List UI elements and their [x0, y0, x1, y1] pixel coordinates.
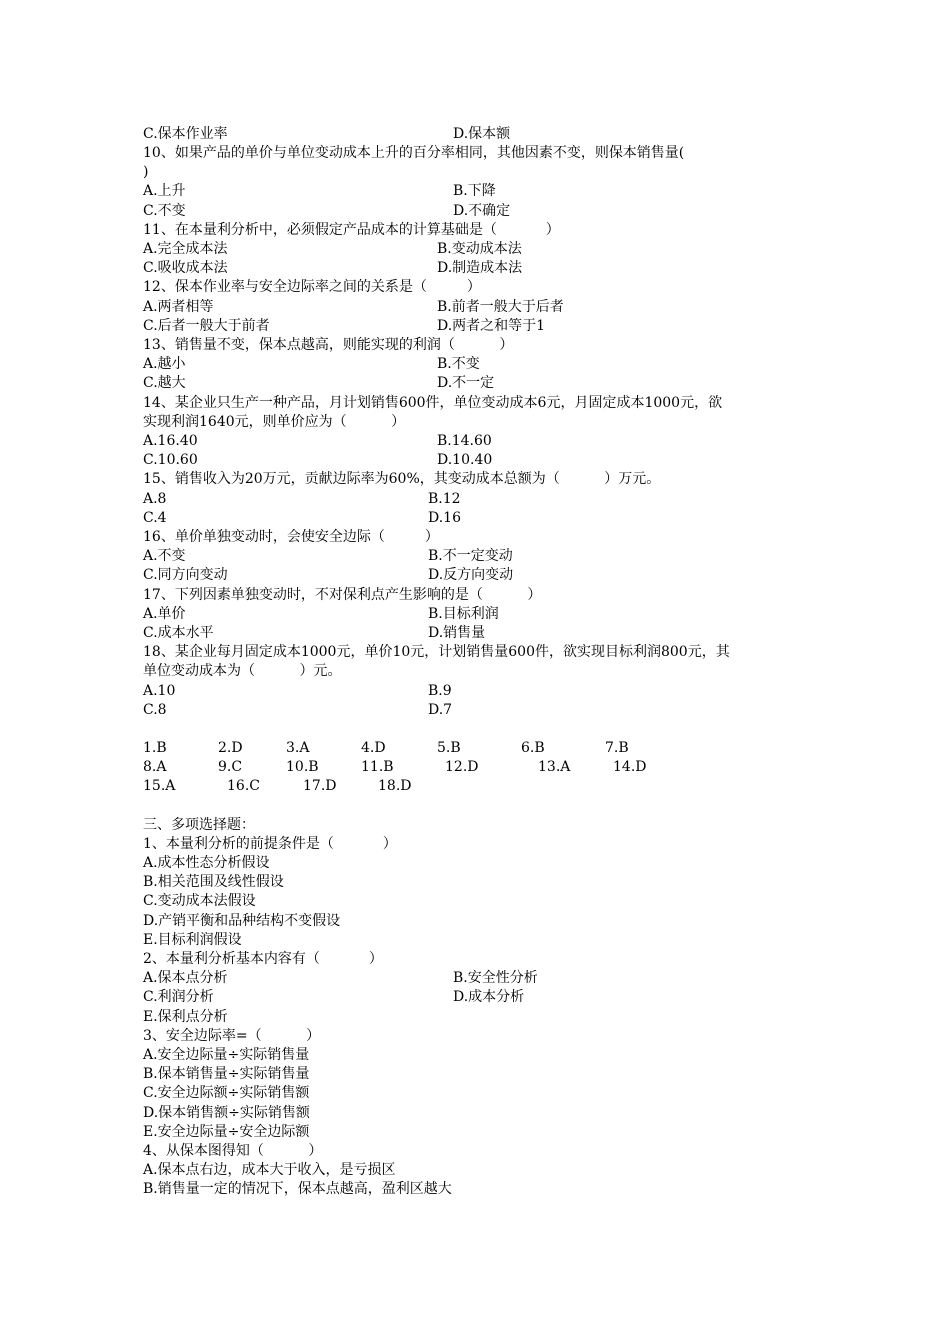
- answer-17: 17.D: [303, 778, 337, 794]
- q12-option-a: A.两者相等: [143, 299, 214, 315]
- answer-10: 10.B: [286, 759, 319, 775]
- m-q3-option-b: B.保本销售量÷实际销售量: [143, 1066, 310, 1082]
- q15-option-b: B.12: [428, 491, 461, 507]
- q17-option-c: C.成本水平: [143, 625, 214, 641]
- answer-15: 15.A: [143, 778, 176, 794]
- q12-option-d: D.两者之和等于1: [437, 318, 546, 334]
- q18-option-c: C.8: [143, 702, 167, 718]
- q18-stem-cont: 单位变动成本为（ ）元。: [143, 663, 342, 679]
- q14-stem: 14、某企业只生产一种产品，月计划销售600件，单位变动成本6元，月固定成本1000元，欲: [143, 395, 723, 411]
- answer-16: 16.C: [227, 778, 260, 794]
- answer-11: 11.B: [361, 759, 394, 775]
- q16-option-b: B.不一定变动: [428, 548, 513, 564]
- m-q3-option-c: C.安全边际额÷实际销售额: [143, 1085, 310, 1101]
- m-q1-option-e: E.目标利润假设: [143, 932, 242, 948]
- section-three-heading: 三、多项选择题：: [143, 817, 255, 833]
- q13-option-a: A.越小: [143, 356, 186, 372]
- m-q1-option-c: C.变动成本法假设: [143, 893, 256, 909]
- q13-stem: 13、销售量不变，保本点越高，则能实现的利润（ ）: [143, 337, 514, 353]
- q15-option-a: A.8: [143, 491, 167, 507]
- m-q2-option-d: D.成本分析: [453, 989, 525, 1005]
- answer-4: 4.D: [361, 740, 386, 756]
- q18-option-d: D.7: [428, 702, 453, 718]
- q17-option-b: B.目标利润: [428, 606, 499, 622]
- m-q3-option-a: A.安全边际量÷实际销售量: [143, 1047, 310, 1063]
- q11-option-d: D.制造成本法: [437, 260, 523, 276]
- q14-option-a: A.16.40: [143, 433, 198, 449]
- q10-stem: 10、如果产品的单价与单位变动成本上升的百分率相同，其他因素不变，则保本销售量(: [143, 145, 685, 161]
- q15-option-c: C.4: [143, 510, 167, 526]
- q11-option-a: A.完全成本法: [143, 241, 228, 257]
- answer-2: 2.D: [218, 740, 243, 756]
- q14-option-b: B.14.60: [437, 433, 492, 449]
- answer-3: 3.A: [286, 740, 310, 756]
- m-q2-option-b: B.安全性分析: [453, 970, 538, 986]
- answer-9: 9.C: [218, 759, 243, 775]
- q10-stem-cont: ): [143, 164, 149, 180]
- m-q3-option-e: E.安全边际量÷安全边际额: [143, 1124, 310, 1140]
- q10-option-b: B.下降: [453, 183, 496, 199]
- q16-option-c: C.同方向变动: [143, 567, 228, 583]
- q11-option-b: B.变动成本法: [437, 241, 522, 257]
- m-q1-option-a: A.成本性态分析假设: [143, 855, 270, 871]
- answer-6: 6.B: [521, 740, 545, 756]
- m-q3-stem: 3、安全边际率=（ ）: [143, 1028, 321, 1044]
- answer-7: 7.B: [605, 740, 629, 756]
- q14-stem-cont: 实现利润1640元，则单价应为（ ）: [143, 414, 406, 430]
- q11-stem: 11、在本量利分析中，必须假定产品成本的计算基础是（ ）: [143, 222, 560, 238]
- q16-stem: 16、单价单独变动时，会使安全边际（ ）: [143, 529, 439, 545]
- q15-option-d: D.16: [428, 510, 461, 526]
- q14-option-d: D.10.40: [437, 452, 493, 468]
- m-q2-stem: 2、本量利分析基本内容有（ ）: [143, 951, 383, 967]
- answer-1: 1.B: [143, 740, 167, 756]
- answer-14: 14.D: [613, 759, 647, 775]
- answer-8: 8.A: [143, 759, 167, 775]
- q16-option-a: A.不变: [143, 548, 186, 564]
- q17-option-d: D.销售量: [428, 625, 486, 641]
- answer-18: 18.D: [378, 778, 412, 794]
- q17-stem: 17、下列因素单独变动时，不对保利点产生影响的是（ ）: [143, 587, 542, 603]
- q16-option-d: D.反方向变动: [428, 567, 514, 583]
- q10-option-a: A.上升: [143, 183, 186, 199]
- q13-option-c: C.越大: [143, 375, 186, 391]
- q17-option-a: A.单价: [143, 606, 186, 622]
- q18-option-a: A.10: [143, 683, 176, 699]
- q9-option-c: C.保本作业率: [143, 126, 228, 142]
- q13-option-d: D.不一定: [437, 375, 495, 391]
- q13-option-b: B.不变: [437, 356, 480, 372]
- answer-13: 13.A: [538, 759, 571, 775]
- q12-stem: 12、保本作业率与安全边际率之间的关系是（ ）: [143, 279, 481, 295]
- answer-12: 12.D: [445, 759, 479, 775]
- m-q3-option-d: D.保本销售额÷实际销售额: [143, 1105, 310, 1121]
- q12-option-b: B.前者一般大于后者: [437, 299, 564, 315]
- q18-option-b: B.9: [428, 683, 452, 699]
- m-q1-option-b: B.相关范围及线性假设: [143, 874, 284, 890]
- q11-option-c: C.吸收成本法: [143, 260, 228, 276]
- m-q2-option-a: A.保本点分析: [143, 970, 228, 986]
- m-q1-option-d: D.产销平衡和品种结构不变假设: [143, 913, 341, 929]
- q15-stem: 15、销售收入为20万元，贡献边际率为60%，其变动成本总额为（ ）万元。: [143, 471, 661, 487]
- answer-5: 5.B: [437, 740, 461, 756]
- q18-stem: 18、某企业每月固定成本1000元，单价10元，计划销售量600件，欲实现目标利润800元，其: [143, 644, 730, 660]
- q14-option-c: C.10.60: [143, 452, 198, 468]
- m-q2-option-e: E.保利点分析: [143, 1009, 228, 1025]
- q10-option-c: C.不变: [143, 203, 186, 219]
- m-q2-option-c: C.利润分析: [143, 989, 214, 1005]
- m-q4-option-a: A.保本点右边，成本大于收入，是亏损区: [143, 1162, 396, 1178]
- m-q1-stem: 1、本量利分析的前提条件是（ ）: [143, 836, 397, 852]
- m-q4-option-b: B.销售量一定的情况下，保本点越高，盈利区越大: [143, 1181, 452, 1197]
- q10-option-d: D.不确定: [453, 203, 511, 219]
- q9-option-d: D.保本额: [453, 126, 511, 142]
- q12-option-c: C.后者一般大于前者: [143, 318, 270, 334]
- m-q4-stem: 4、从保本图得知（ ）: [143, 1143, 323, 1159]
